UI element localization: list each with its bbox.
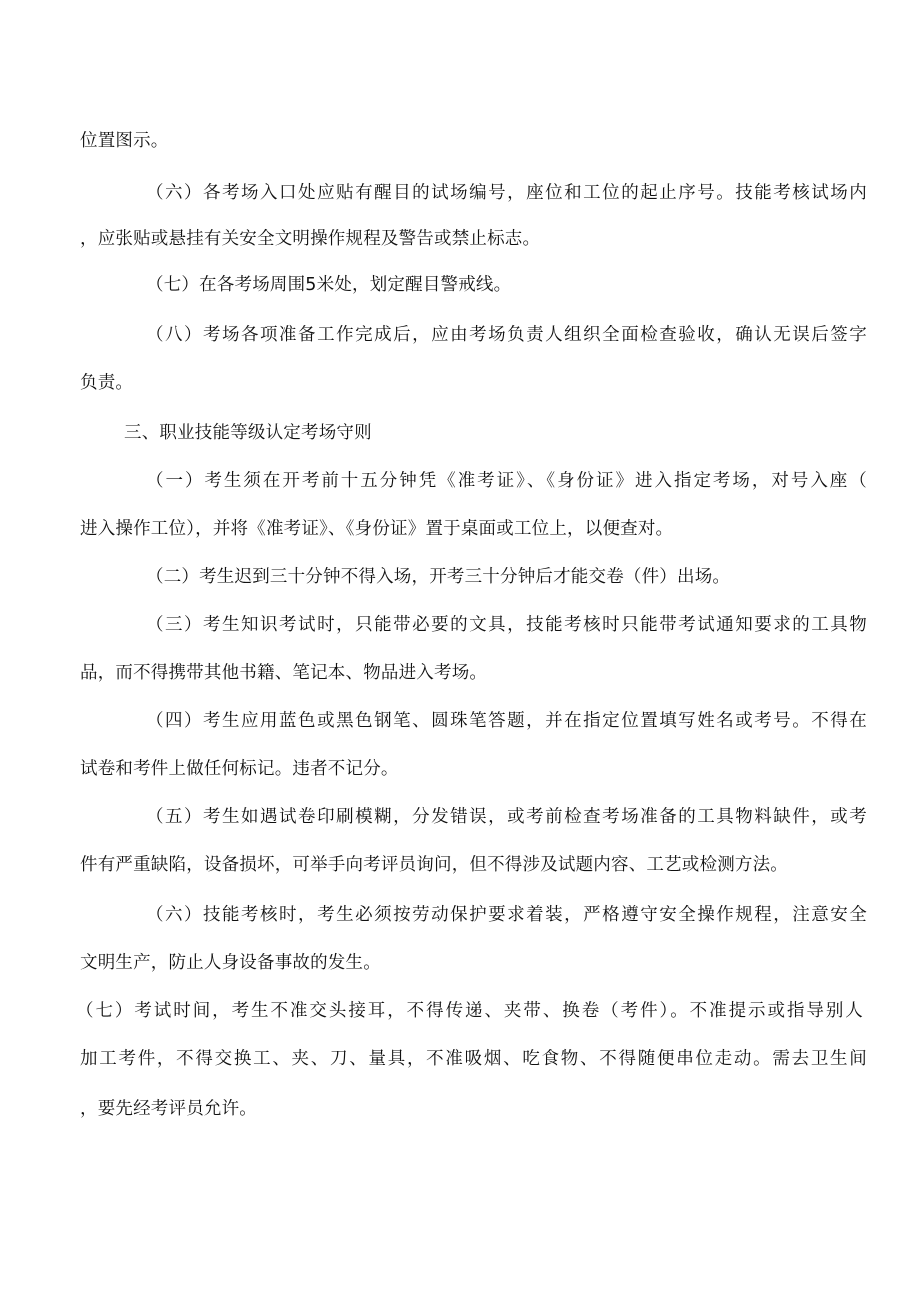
- text-line: （七）考试时间，考生不准交头接耳，不得传递、夹带、换卷（考件）。不准提示或指导别人: [76, 1001, 863, 1021]
- text-line: （六）各考场入口处应贴有醒目的试场编号，座位和工位的起止序号。技能考核试场内: [146, 183, 867, 203]
- text-line: 负责。: [80, 373, 134, 393]
- text-line: 试卷和考件上做任何标记。违者不记分。: [80, 759, 399, 779]
- text-line: （一）考生须在开考前十五分钟凭《准考证》、《身份证》进入指定考场，对号入座（: [146, 471, 867, 491]
- text-line: 件有严重缺陷，设备损坏，可举手向考评员询问，但不得涉及试题内容、工艺或检测方法。: [80, 855, 788, 875]
- text-line: （七）在各考场周围5米处，划定醒目警戒线。: [146, 275, 512, 295]
- text-line: 位置图示。: [80, 131, 169, 151]
- text-line: 加工考件，不得交换工、夹、刀、量具，不准吸烟、吃食物、不得随便串位走动。需去卫生间: [80, 1049, 867, 1069]
- text-line: （八）考场各项准备工作完成后，应由考场负责人组织全面检查验收，确认无误后签字: [146, 325, 867, 345]
- text-line: 文明生产，防止人身设备事故的发生。: [80, 953, 381, 973]
- text-line: （二）考生迟到三十分钟不得入场，开考三十分钟后才能交卷（件）出场。: [146, 567, 731, 587]
- text-line: ，要先经考评员允许。: [80, 1099, 257, 1119]
- text-line: 品，而不得携带其他书籍、笔记本、物品进入考场。: [80, 663, 488, 683]
- text-line: （四）考生应用蓝色或黑色钢笔、圆珠笔答题，并在指定位置填写姓名或考号。不得在: [146, 711, 867, 731]
- text-line: （三）考生知识考试时，只能带必要的文具，技能考核时只能带考试通知要求的工具物: [146, 615, 867, 635]
- text-line: （六）技能考核时，考生必须按劳动保护要求着装，严格遵守安全操作规程，注意安全: [146, 905, 867, 925]
- section-heading: 三、职业技能等级认定考场守则: [124, 423, 372, 443]
- text-line: 进入操作工位），并将《准考证》、《身份证》置于桌面或工位上，以便查对。: [80, 519, 674, 539]
- text-line: （五）考生如遇试卷印刷模糊，分发错误，或考前检查考场准备的工具物料缺件，或考: [146, 807, 867, 827]
- text-line: ，应张贴或悬挂有关安全文明操作规程及警告或禁止标志。: [80, 229, 541, 249]
